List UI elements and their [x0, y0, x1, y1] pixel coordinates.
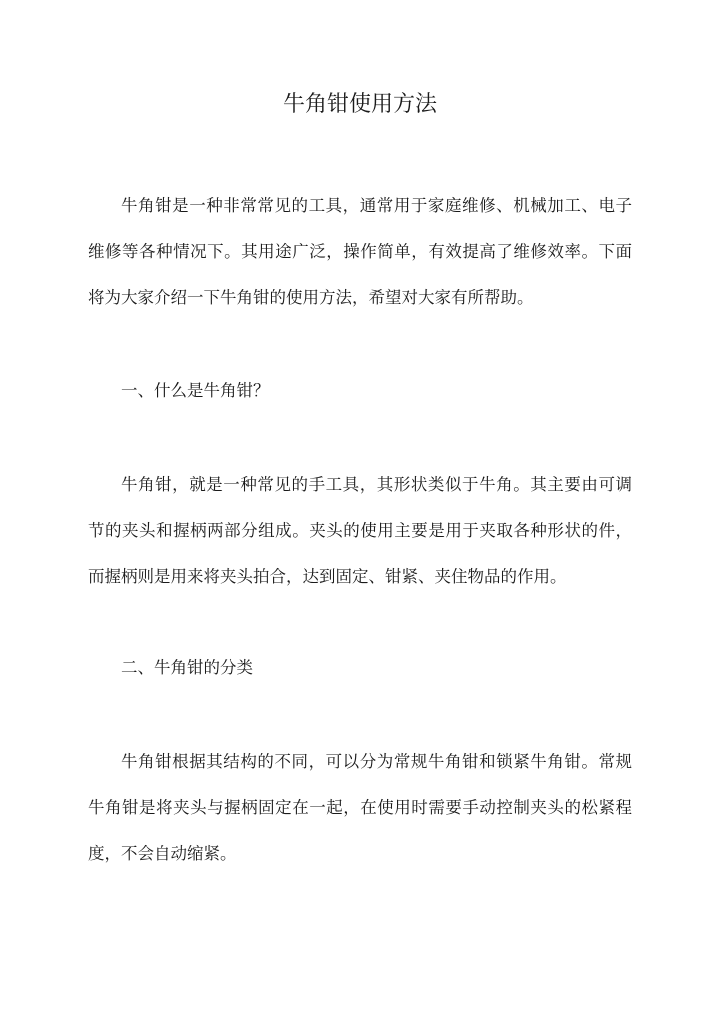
intro-paragraph: 牛角钳是一种非常常见的工具，通常用于家庭维修、机械加工、电子维修等各种情况下。其用途广泛，操作简单，有效提高了维修效率。下面将为大家介绍一下牛角钳的使用方法，希望对大家有所帮助。 [88, 196, 632, 307]
definition-paragraph: 牛角钳，就是一种常见的手工具，其形状类似于牛角。其主要由可调节的夹头和握柄两部分组成。夹头的使用主要是用于夹取各种形状的件，而握柄则是用来将夹头拍合，达到固定、钳紧、夹住物品的作用。 [88, 475, 632, 586]
section-heading-classification: 二、牛角钳的分类 [121, 658, 253, 677]
document-title: 牛角钳使用方法 [282, 92, 437, 117]
section-heading-what-is: 一、什么是牛角钳？ [121, 381, 270, 400]
classification-paragraph: 牛角钳根据其结构的不同，可以分为常规牛角钳和锁紧牛角钳。常规牛角钳是将夹头与握柄固定在一起，在使用时需要手动控制夹头的松紧程度，不会自动缩紧。 [88, 752, 632, 863]
